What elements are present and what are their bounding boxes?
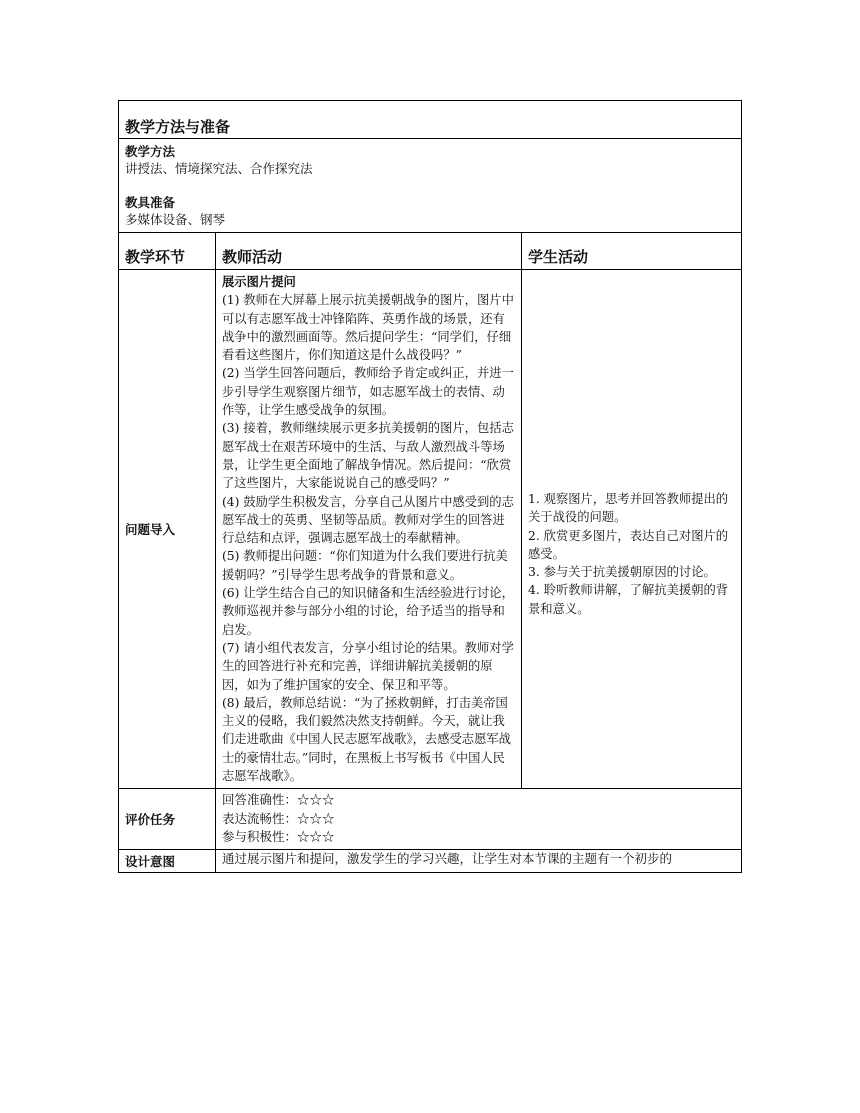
- evaluation-cell: [216, 789, 742, 850]
- student-item: 1. 观察图片，思考并回答教师提出的关于战役的问题。: [528, 492, 729, 525]
- teacher-paragraph: (4) 鼓励学生积极发言，分享自己从图片中感受到的志愿军战士的英勇、坚韧等品质。教师对学生的回答进行总结和点评，强调志愿军战士的奉献精神。: [222, 494, 514, 546]
- design-intent-label: 设计意图: [119, 849, 216, 872]
- student-item: 3. 参与关于抗美援朝原因的讨论。: [528, 565, 716, 580]
- section-title-row: [119, 101, 742, 139]
- teacher-paragraph: (1) 教师在大屏幕上展示抗美援朝战争的图片，图片中可以有志愿军战士冲锋陷阵、英勇作战的场景，还有战争中的激烈画面等。然后提问学生：“同学们，仔细看看这些图片，你们知道这是什么战役吗？”: [222, 293, 514, 363]
- teacher-activity-title: 展示图片提问: [222, 275, 296, 289]
- tools-text: 多媒体设备、钢琴: [125, 212, 226, 227]
- evaluation-item: 表达流畅性：☆☆☆: [222, 810, 335, 826]
- student-item: 4. 聆听教师讲解，了解抗美援朝的背景和意义。: [528, 583, 729, 616]
- evaluation-item: 参与积极性：☆☆☆: [222, 829, 335, 845]
- header-student: 学生活动: [522, 233, 742, 270]
- teacher-paragraph: (2) 当学生回答问题后，教师给予肯定或纠正，并进一步引导学生观察图片细节，如志愿军战士的表情、动作等，让学生感受战争的氛围。: [222, 366, 514, 418]
- lesson-plan-table: [118, 100, 742, 873]
- design-intent-text: 通过展示图片和提问，激发学生的学习兴趣，让学生对本节课的主题有一个初步的: [216, 849, 742, 872]
- teacher-paragraph: (6) 让学生结合自己的知识储备和生活经验进行讨论，教师巡视并参与部分小组的讨论，给予适当的指导和启发。: [222, 586, 514, 637]
- design-intent-row: [119, 849, 742, 872]
- methods-heading: 教学方法: [125, 144, 176, 159]
- intro-label: 问题导入: [119, 270, 216, 789]
- teacher-paragraph: (7) 请小组代表发言，分享小组讨论的结果。教师对学生的回答进行补充和完善，详细讲解抗美援朝的原因，如为了维护国家的安全、保卫和平等。: [222, 640, 514, 692]
- preparation-cell: [119, 139, 742, 233]
- evaluation-row: [119, 789, 742, 850]
- student-item: 2. 欣赏更多图片，表达自己对图片的感受。: [528, 528, 729, 561]
- student-activity-cell: [522, 270, 742, 789]
- tools-heading: 教具准备: [125, 195, 176, 210]
- teacher-paragraph: (3) 接着，教师继续展示更多抗美援朝的图片，包括志愿军战士在艰苦环境中的生活、与敌人激烈战斗等场景，让学生更全面地了解战争情况。然后提问：“欣赏了这些图片，大家能说说自己的感受吗？”: [222, 421, 514, 491]
- evaluation-item: 回答准确性：☆☆☆: [222, 792, 335, 808]
- teacher-activity-cell: [216, 270, 522, 789]
- preparation-row: [119, 139, 742, 233]
- teacher-paragraph: (8) 最后，教师总结说：“为了拯救朝鲜，打击美帝国主义的侵略，我们毅然决然支持朝鲜。今天，就让我们走进歌曲《中国人民志愿军战歌》，去感受志愿军战士的豪情壮志。”同时，在黑板上书写板书《中国人民志愿军战歌》。: [222, 695, 511, 784]
- header-stage: 教学环节: [119, 233, 216, 270]
- evaluation-label: 评价任务: [119, 789, 216, 850]
- methods-text: 讲授法、情境探究法、合作探究法: [125, 161, 313, 176]
- header-row: [119, 233, 742, 270]
- section-title: 教学方法与准备: [119, 101, 742, 139]
- header-teacher: 教师活动: [216, 233, 522, 270]
- teacher-paragraph: (5) 教师提出问题：“你们知道为什么我们要进行抗美援朝吗？”引导学生思考战争的背景和意义。: [222, 549, 508, 582]
- intro-row: [119, 270, 742, 789]
